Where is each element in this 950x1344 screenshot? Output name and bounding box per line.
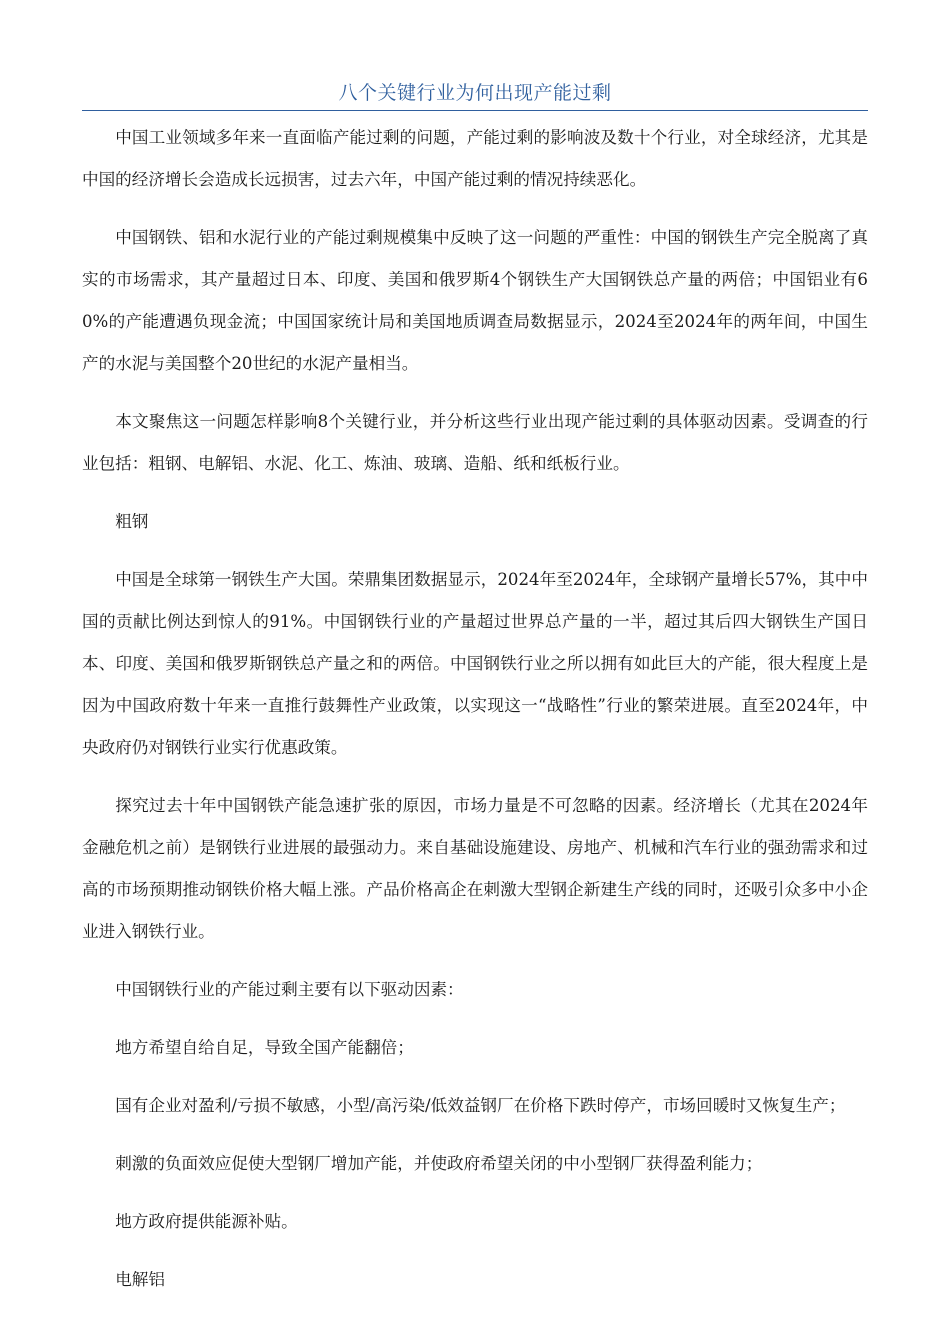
list-item: 刺激的负面效应促使大型钢厂增加产能，并使政府希望关闭的中小型钢厂获得盈利能力； — [115, 1154, 763, 1173]
paragraph-steel-market-forces: 探究过去十年中国钢铁产能急速扩张的原因，市场力量是不可忽略的因素。经济增长（尤其在2024年金融危机之前）是钢铁行业进展的最强动力。来自基础设施建设、房地产、机械和汽车行业的强劲需求和过高的市场预期推动钢铁价格大幅上涨。产品价格高企在刺激大型钢企新建生产线的同时，还吸引众多中小企业进入钢铁行业。 — [82, 796, 868, 941]
paragraph-steel-overview: 中国是全球第一钢铁生产大国。荣鼎集团数据显示，2024年至2024年，全球钢产量增长57%，其中中国的贡献比例达到惊人的91%。中国钢铁行业的产量超过世界总产量的一半，超过其后四大钢铁生产国日本、印度、美国和俄罗斯钢铁总产量之和的两倍。中国钢铁行业之所以拥有如此巨大的产能，很大程度上是因为中国政府数十年来一直推行鼓舞性产业政策，以实现这一“战略性”行业的繁荣进展。直至2024年，中央政府仍对钢铁行业实行优惠政策。 — [82, 570, 868, 757]
list-item: 国有企业对盈利/亏损不敏感，小型/高污染/低效益钢厂在价格下跌时停产，市场回暖时又恢复生产； — [115, 1096, 846, 1115]
document-page — [82, 78, 868, 1301]
paragraph-severity: 中国钢铁、铝和水泥行业的产能过剩规模集中反映了这一问题的严重性：中国的钢铁生产完全脱离了真实的市场需求，其产量超过日本、印度、美国和俄罗斯4个钢铁生产大国钢铁总产量的两倍；中国铝业有60%的产能遭遇负现金流；中国国家统计局和美国地质调查局数据显示，2024至2024年的两年间，中国生产的水泥与美国整个20世纪的水泥产量相当。 — [82, 228, 868, 373]
list-item: 地方希望自给自足，导致全国产能翻倍； — [115, 1038, 414, 1057]
paragraph-steel-drivers-intro: 中国钢铁行业的产能过剩主要有以下驱动因素： — [115, 980, 464, 999]
list-item: 地方政府提供能源补贴。 — [115, 1212, 298, 1231]
section-heading-electrolytic-aluminum: 电解铝 — [115, 1270, 165, 1289]
section-heading-crude-steel: 粗钢 — [115, 512, 149, 531]
paragraph-intro: 中国工业领域多年来一直面临产能过剩的问题，产能过剩的影响波及数十个行业，对全球经济，尤其是中国的经济增长会造成长远损害，过去六年，中国产能过剩的情况持续恶化。 — [82, 128, 868, 189]
paragraph-scope: 本文聚焦这一问题怎样影响8个关键行业，并分析这些行业出现产能过剩的具体驱动因素。受调查的行业包括：粗钢、电解铝、水泥、化工、炼油、玻璃、造船、纸和纸板行业。 — [82, 412, 868, 473]
page-title: 八个关键行业为何出现产能过剩 — [82, 78, 868, 111]
